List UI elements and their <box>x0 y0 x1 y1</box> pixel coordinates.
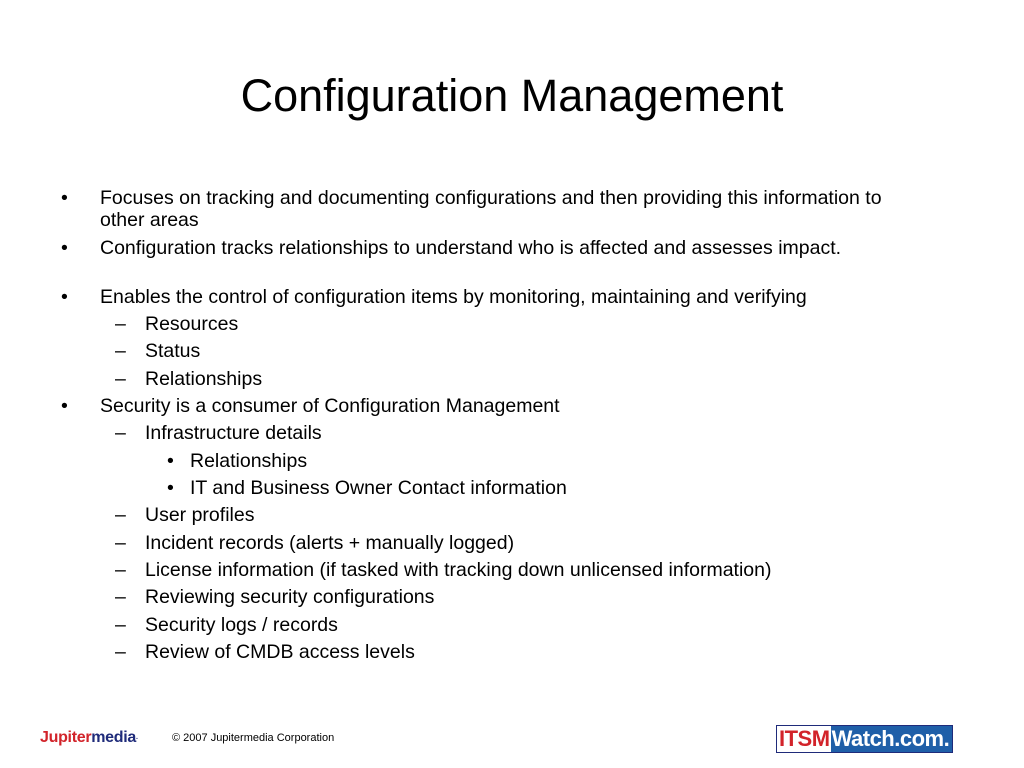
sub-bullet-marker: – <box>115 422 126 444</box>
logo-left-part1: Jupiter <box>40 729 92 746</box>
sub-sub-bullet-text: IT and Business Owner Contact information <box>190 477 567 499</box>
sub-bullet-text: Resources <box>145 313 239 335</box>
sub-bullet-text: Status <box>145 340 201 362</box>
bullet-text: Enables the control of configuration items by monitoring, maintaining and verifying <box>100 286 807 308</box>
bullet-text: Focuses on tracking and documenting configurations and then providing this information to other areas <box>100 187 882 231</box>
sub-bullet-text: Security logs / records <box>145 614 338 636</box>
jupitermedia-logo <box>40 728 138 748</box>
logo-left-part2: media <box>91 729 136 746</box>
sub-bullet-text: License information (if tasked with tracking down unlicensed information) <box>145 559 772 581</box>
bullet-text: Security is a consumer of Configuration Management <box>100 395 560 417</box>
bullet-marker: • <box>61 237 68 259</box>
slide-title: Configuration Management <box>240 70 784 121</box>
sub-sub-bullet-marker: • <box>167 477 174 499</box>
sub-bullet-text: User profiles <box>145 504 255 526</box>
sub-bullet-text: Incident records (alerts + manually logged) <box>145 532 515 554</box>
sub-bullet-text: Reviewing security configurations <box>145 586 435 608</box>
sub-bullet-marker: – <box>115 368 126 390</box>
sub-bullet-marker: – <box>115 641 126 663</box>
bullet-marker: • <box>61 395 68 417</box>
bullet-marker: • <box>61 187 68 209</box>
bullet-text: Configuration tracks relationships to understand who is affected and assesses impact. <box>100 237 842 259</box>
sub-bullet-marker: – <box>115 586 126 608</box>
sub-sub-bullet-text: Relationships <box>190 450 308 472</box>
sub-sub-bullet-marker: • <box>167 450 174 472</box>
sub-bullet-marker: – <box>115 614 126 636</box>
logo-left-tm: . <box>136 734 138 741</box>
sub-bullet-marker: – <box>115 559 126 581</box>
itsmwatch-logo <box>776 725 953 753</box>
logo-right-part1: ITSM <box>779 726 830 751</box>
sub-bullet-text: Review of CMDB access levels <box>145 641 415 663</box>
sub-bullet-text: Infrastructure details <box>145 422 322 444</box>
sub-bullet-marker: – <box>115 504 126 526</box>
copyright-text: © 2007 Jupitermedia Corporation <box>172 732 335 744</box>
logo-right-part2: Watch.com. <box>831 726 953 752</box>
sub-bullet-marker: – <box>115 340 126 362</box>
bullet-marker: • <box>61 286 68 308</box>
sub-bullet-text: Relationships <box>145 368 263 390</box>
sub-bullet-marker: – <box>115 313 126 335</box>
sub-bullet-marker: – <box>115 532 126 554</box>
